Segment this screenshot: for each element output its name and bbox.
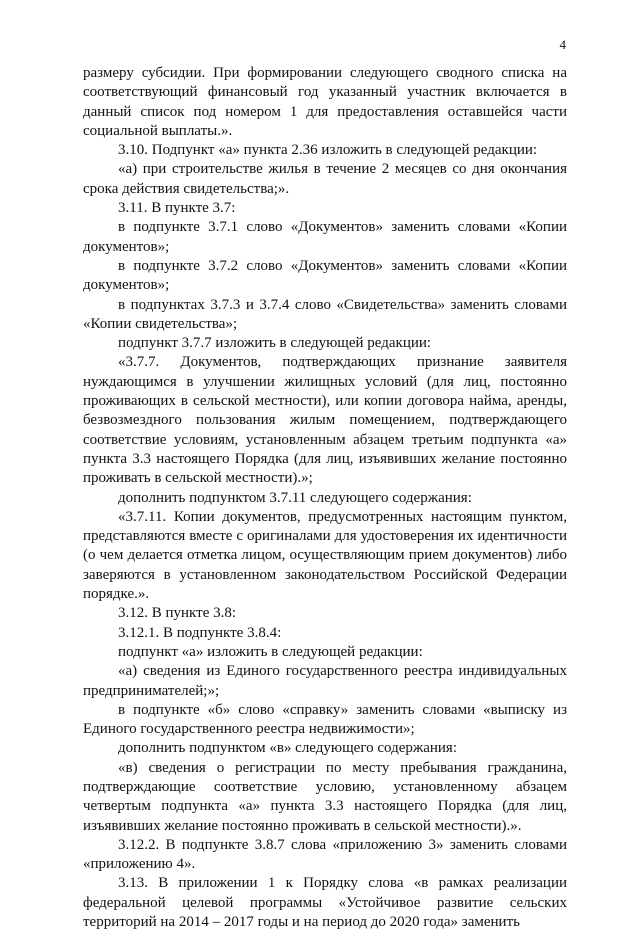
paragraph: размеру субсидии. При формировании следующего сводного списка на соответствующий финансовый год указанный участник включается в данный список под номером 1 для предоставления оставшейся части социальной выплаты.». <box>83 65 567 139</box>
paragraph: «а) при строительстве жилья в течение 2 месяцев со дня окончания срока действия свидетельства;». <box>83 161 567 197</box>
paragraph: «в) сведения о регистрации по месту пребывания гражданина, подтверждающие соответствие условию, установленному абзацем четвертым подпункта «а» пункта 3.3 настоящего Порядка (для лиц, изъявивших желание постоянно проживать в сельской местности).». <box>83 759 567 834</box>
paragraph: «3.7.7. Документов, подтверждающих признание заявителя нуждающимся в улучшении жилищных условий (для лиц, постоянно проживающих в сельской местности), или копии договора найма, аренды, безвозмездного пользования жилым помещением, подтверждающего соответствие условиям, установленным абзацем третьим подпункта «а» пункта 3.3 настоящего Порядка (для лиц, изъявивших желание постоянно проживать в сельской местности).»; <box>83 354 567 487</box>
paragraph: 3.12.2. В подпункте 3.8.7 слова «приложению 3» заменить словами «приложению 4». <box>83 836 567 873</box>
page-number: 4 <box>559 37 566 52</box>
paragraph: дополнить подпунктом 3.7.11 следующего содержания: <box>118 489 472 506</box>
paragraph: 3.11. В пункте 3.7: <box>118 200 236 217</box>
document-body <box>83 64 567 932</box>
paragraph: в подпункте 3.7.2 слово «Документов» заменить словами «Копии документов»; <box>83 257 567 294</box>
paragraph: «3.7.11. Копии документов, предусмотренных настоящим пунктом, представляются вместе с оригиналами для удостоверения их идентичности (о чем делается отметка лицом, осуществляющим прием документов) либо заверяются в установленном законодательством Российской Федерации порядке.». <box>83 508 567 603</box>
paragraph: в подпункте 3.7.1 слово «Документов» заменить словами «Копии документов»; <box>83 219 567 255</box>
paragraph: «а) сведения из Единого государственного реестра индивидуальных предпринимателей;»; <box>83 663 567 699</box>
paragraph: дополнить подпунктом «в» следующего содержания: <box>118 740 458 757</box>
paragraph: 3.13. В приложении 1 к Порядку слова «в рамках реализации федеральной целевой программы «Устойчивое развитие сельских территорий на 2014 – 2017 годы и на период до 2020 года» заменить <box>83 875 567 931</box>
paragraph: в подпункте «б» слово «справку» заменить словами «выписку из Единого государственного реестра недвижимости»; <box>83 701 567 738</box>
paragraph: 3.12.1. В подпункте 3.8.4: <box>118 624 282 641</box>
paragraph: 3.12. В пункте 3.8: <box>118 605 237 622</box>
paragraph: подпункт 3.7.7 изложить в следующей редакции: <box>118 335 432 352</box>
paragraph: в подпунктах 3.7.3 и 3.7.4 слово «Свидетельства» заменить словами «Копии свидетельства»; <box>83 296 567 332</box>
paragraph: 3.10. Подпункт «а» пункта 2.36 изложить в следующей редакции: <box>118 142 538 159</box>
paragraph: подпункт «а» изложить в следующей редакции: <box>118 643 423 660</box>
